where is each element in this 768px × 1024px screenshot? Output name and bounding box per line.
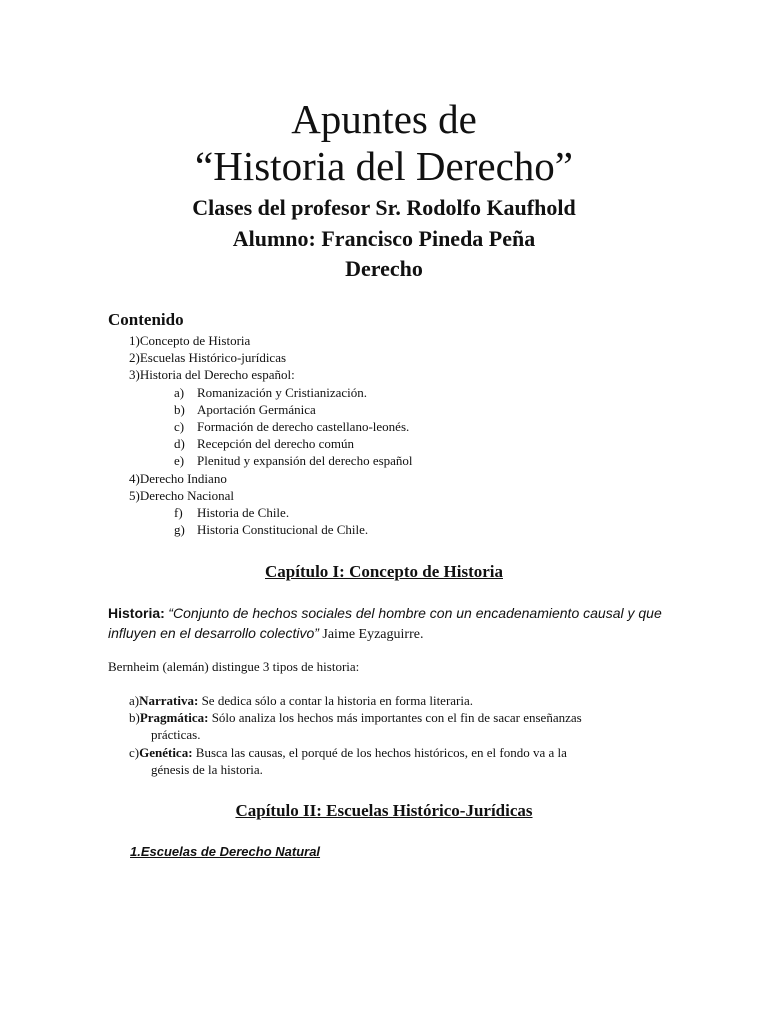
toc-subitem [0, 504, 768, 521]
toc-subitem-marker: d) [174, 436, 185, 452]
history-types-list [0, 692, 768, 778]
type-name: Narrativa: [139, 693, 199, 708]
toc-item [0, 366, 768, 383]
type-description-continued: prácticas. [151, 727, 201, 743]
toc-subitem-marker: c) [174, 418, 185, 434]
title-line-2: “Historia del Derecho” [195, 143, 573, 189]
student-line: Alumno: Francisco Pineda Peña [232, 226, 536, 251]
toc-item-text: 5)Derecho Nacional [129, 487, 235, 503]
title-line-1: Apuntes de [291, 96, 477, 142]
toc-subitem-text: Historia de Chile. [197, 504, 290, 520]
toc-subitem-text: Aportación Germánica [197, 401, 316, 417]
natural-law-schools-subheading: 1.Escuelas de Derecho Natural [130, 844, 321, 859]
toc-subitem-text: Historia Constitucional de Chile. [197, 522, 369, 538]
toc-subitem-text: Recepción del derecho común [197, 436, 355, 452]
type-marker: a) [129, 693, 140, 708]
history-type-item [0, 692, 649, 709]
toc-subitem [0, 418, 768, 435]
toc-subitem-marker: f) [174, 504, 183, 520]
toc-subitem-text: Formación de derecho castellano-leonés. [197, 418, 410, 434]
toc-item-text: 1)Concepto de Historia [129, 333, 251, 348]
definition-author: Jaime Eyzaguirre. [322, 627, 424, 642]
type-marker: b) [129, 710, 140, 726]
toc-item [0, 470, 768, 487]
toc-item [0, 487, 768, 504]
type-description: Sólo analiza los hechos más importantes con el fin de sacar enseñanzas [211, 710, 582, 726]
toc-subitem-marker: e) [174, 453, 185, 469]
toc-subitem [0, 384, 768, 401]
toc-subitem-marker: a) [174, 384, 185, 400]
toc-subitem [0, 452, 768, 469]
toc-subitem [0, 435, 768, 452]
toc-subitem [0, 401, 768, 418]
history-type-item [0, 709, 649, 743]
definition-quote: “Conjunto de hechos sociales del hombre con un encadenamiento causal y que influyen en el desarrollo colectivo” [108, 605, 662, 641]
definition-colon: : [160, 605, 165, 621]
chapter-2-heading: Capítulo II: Escuelas Histórico-Jurídicas [235, 801, 533, 820]
history-type-item [0, 744, 649, 778]
professor-line: Clases del profesor Sr. Rodolfo Kaufhold [192, 195, 576, 220]
contents-heading: Contenido [108, 310, 184, 329]
bernheim-intro: Bernheim (alemán) distingue 3 tipos de historia: [108, 659, 360, 674]
type-description: Busca las causas, el porqué de los hechos históricos, en el fondo va a la [195, 744, 567, 760]
toc-subitem-marker: b) [174, 401, 185, 417]
toc-item [0, 349, 768, 366]
definition-term: Historia [108, 605, 161, 621]
toc-item-text: 2)Escuelas Histórico-jurídicas [129, 350, 287, 366]
type-name: Pragmática: [139, 710, 209, 726]
history-definition [108, 604, 668, 644]
toc-subitem-text: Plenitud y expansión del derecho español [197, 453, 413, 469]
chapter-1-heading: Capítulo I: Concepto de Historia [265, 562, 503, 581]
type-description-continued: génesis de la historia. [151, 761, 263, 777]
table-of-contents [0, 332, 768, 538]
toc-subitem [0, 521, 768, 538]
type-description: Se dedica sólo a contar la historia en forma literaria. [201, 693, 474, 708]
toc-subitem-text: Romanización y Cristianización. [197, 384, 368, 400]
type-marker: c) [129, 744, 140, 760]
toc-item-text: 4)Derecho Indiano [129, 470, 227, 486]
toc-item-text: 3)Historia del Derecho español: [129, 367, 295, 383]
toc-item [0, 332, 768, 349]
type-name: Genética: [139, 744, 193, 760]
subject-line: Derecho [345, 256, 423, 281]
toc-subitem-marker: g) [174, 522, 185, 538]
